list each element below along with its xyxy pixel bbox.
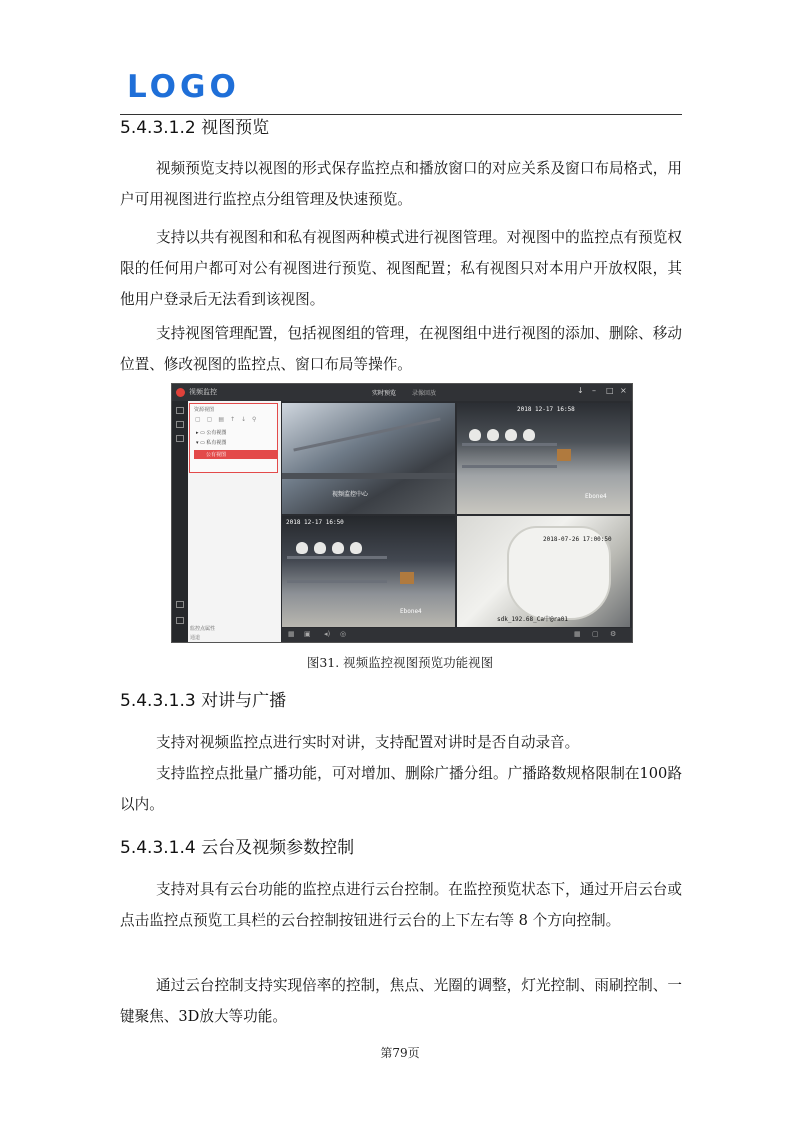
paragraph: 支持视图管理配置，包括视图组的管理，在视图组中进行视图的添加、删除、移动位置、修改视图的监控点、窗口布局等操作。 <box>120 325 682 373</box>
logo: LOGO <box>127 69 240 105</box>
tree-item-selected[interactable] <box>194 450 277 459</box>
cell-osd-time: 2018 12-17 16:58 <box>517 406 575 413</box>
panel-tool-icons[interactable]: ▢▢▤↑↓⚲ <box>195 416 263 423</box>
tree-item-private[interactable]: ▾ ▭ 私有视图 <box>196 440 227 446</box>
settings-icon[interactable] <box>176 601 184 608</box>
paragraph: 支持监控点批量广播功能，可对增加、删除广播分组。广播路数规格限制在100路以内。 <box>120 765 682 813</box>
video-cell[interactable] <box>282 403 455 514</box>
resource-view-box <box>189 403 278 473</box>
close-icon[interactable]: × <box>620 386 627 395</box>
app-logo-icon <box>176 388 185 397</box>
video-cell[interactable] <box>282 516 455 627</box>
app-title: 视频监控 <box>189 388 217 396</box>
tree-icon[interactable] <box>176 421 184 428</box>
left-toolbar <box>172 401 188 642</box>
view-icon[interactable] <box>176 407 184 414</box>
panel-footer-title: 监控点属性 <box>190 626 216 632</box>
header-rule <box>120 114 682 115</box>
paragraph: 支持对具有云台功能的监控点进行云台控制。在监控预览状态下，通过开启云台或点击监控点预览工具栏的云台控制按钮进行云台的上下左右等 8 个方向控制。 <box>120 881 682 929</box>
app-titlebar <box>172 384 632 401</box>
maximize-icon[interactable]: □ <box>606 386 614 395</box>
paragraph: 支持以共有视图和和私有视图两种模式进行视图管理。对视图中的监控点有预览权限的任何用户都可对公有视图进行预览、视图配置；私有视图只对本用户开放权限，其他用户登录后无法看到该视图。 <box>120 229 682 308</box>
grid-layout-icon[interactable]: ▦ <box>574 630 581 638</box>
video-cell[interactable] <box>457 403 630 514</box>
capture-icon[interactable]: ▣ <box>304 630 311 638</box>
section-heading: 5.4.3.1.4 云台及视频参数控制 <box>120 838 355 858</box>
player-toolbar <box>282 628 632 642</box>
record-icon[interactable]: ◎ <box>340 630 347 638</box>
minimize-icon[interactable]: – <box>592 386 596 395</box>
resource-panel <box>188 401 281 642</box>
video-cell[interactable] <box>457 516 630 627</box>
tree-selected-label: 公有视图 <box>206 452 227 458</box>
cell-osd-cam: Ebone4 <box>400 608 422 615</box>
cell-osd-cam: sdk_192.68_Ca中@ra01 <box>497 616 569 623</box>
download-icon[interactable]: ↓ <box>577 386 584 395</box>
tree-item-public[interactable]: ▸ ▭ 公有视图 <box>196 430 227 436</box>
cell-osd-time: 2018 12-17 16:50 <box>286 519 344 526</box>
section-heading: 5.4.3.1.3 对讲与广播 <box>120 691 287 711</box>
layout-icon[interactable]: ▦ <box>288 630 295 638</box>
figure-screenshot <box>171 383 633 643</box>
more-icon[interactable]: ⚙ <box>610 630 617 638</box>
fullscreen-icon[interactable]: ▢ <box>592 630 599 638</box>
folder-icon[interactable] <box>176 435 184 442</box>
cell-osd-time: 2018-07-26 17:00:50 <box>543 536 612 543</box>
paragraph: 视频预览支持以视图的形式保存监控点和播放窗口的对应关系及窗口布局格式，用户可用视图进行监控点分组管理及快速预览。 <box>120 160 682 208</box>
panel-title: 资源视图 <box>194 407 215 413</box>
page-number: 第79页 <box>380 1046 420 1060</box>
tab-live-preview[interactable]: 实时预览 <box>372 390 397 397</box>
cell-osd-label: 视频监控中心 <box>332 491 369 498</box>
video-grid <box>282 403 630 627</box>
cell-osd-cam: Ebone4 <box>585 493 607 500</box>
tab-playback[interactable]: 录像回放 <box>412 390 437 397</box>
paragraph: 支持对视频监控点进行实时对讲，支持配置对讲时是否自动录音。 <box>156 734 580 751</box>
paragraph: 通过云台控制支持实现倍率的控制，焦点、光圈的调整，灯光控制、雨刷控制、一键聚焦、3D放大等功能。 <box>120 977 682 1025</box>
section-heading: 5.4.3.1.2 视图预览 <box>120 118 270 138</box>
volume-icon[interactable]: ◂) <box>324 630 331 638</box>
expand-icon[interactable] <box>176 617 184 624</box>
panel-footer-sub: 通道 <box>190 635 201 641</box>
figure-caption: 图31. 视频监控视图预览功能视图 <box>306 655 494 670</box>
